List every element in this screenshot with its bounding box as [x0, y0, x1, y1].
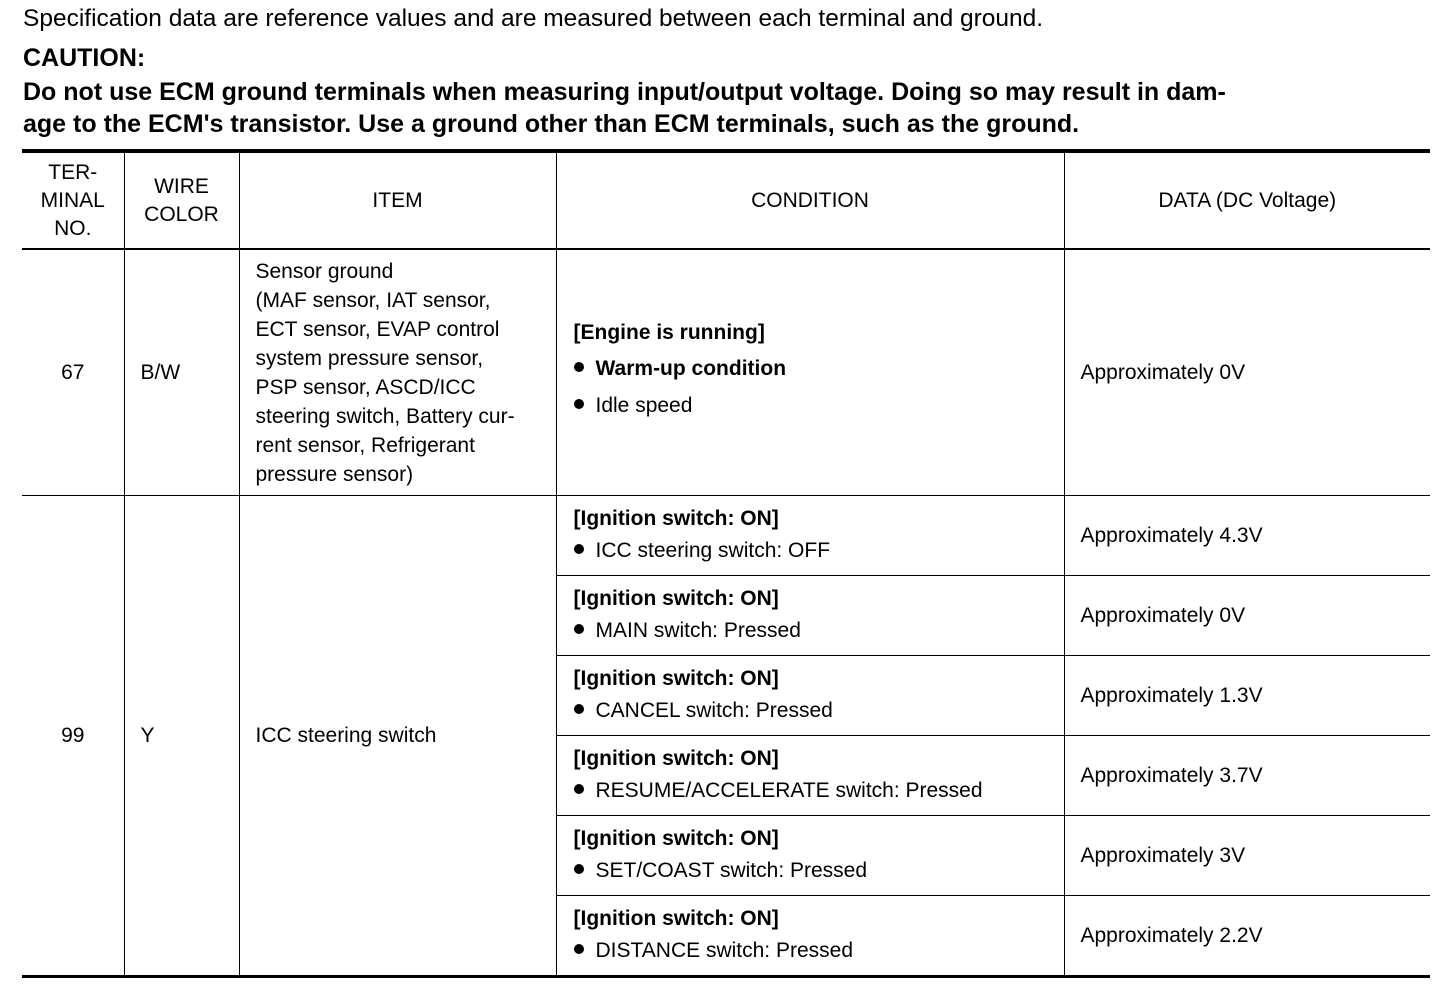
table-row — [22, 249, 1430, 496]
condition-heading: [Ignition switch: ON] — [573, 746, 779, 770]
bullet-icon — [574, 624, 584, 634]
condition-text: Idle speed — [595, 393, 693, 417]
spec-table — [22, 149, 1430, 978]
bullet-icon — [574, 784, 584, 794]
data-cell: Approximately 3.7V — [1064, 736, 1430, 816]
caution-text — [23, 76, 1433, 140]
caution-title: CAUTION: — [23, 44, 146, 72]
condition-cell — [556, 736, 1064, 816]
header-row — [22, 151, 1430, 249]
condition-heading: [Ignition switch: ON] — [573, 506, 779, 530]
bullet-icon — [574, 704, 584, 714]
bullet-icon — [574, 944, 584, 954]
condition-cell — [556, 896, 1064, 977]
condition-heading: [Ignition switch: ON] — [573, 906, 779, 930]
data-cell: Approximately 2.2V — [1064, 896, 1430, 977]
condition-heading: [Ignition switch: ON] — [573, 826, 779, 850]
condition-cell — [556, 656, 1064, 736]
item-cell: ICC steering switch — [239, 496, 556, 977]
bullet-icon — [574, 544, 584, 554]
data-cell: Approximately 4.3V — [1064, 496, 1430, 576]
caution-line: Do not use ECM ground terminals when measuring input/output voltage. Doing so may result in dam- — [23, 78, 1226, 106]
bullet-icon — [574, 399, 584, 409]
condition-text: DISTANCE switch: Pressed — [595, 938, 854, 962]
data-cell: Approximately 3V — [1064, 816, 1430, 896]
condition-cell — [556, 816, 1064, 896]
header-terminal: TER- MINAL NO. — [22, 151, 124, 249]
header-item: ITEM — [239, 151, 556, 249]
condition-text: CANCEL switch: Pressed — [595, 698, 833, 722]
condition-text: Warm-up condition — [595, 356, 787, 380]
wire-color-cell: Y — [124, 496, 239, 977]
header-condition: CONDITION — [556, 151, 1064, 249]
data-cell: Approximately 1.3V — [1064, 656, 1430, 736]
condition-heading: [Engine is running] — [573, 320, 765, 344]
caution-line: age to the ECM's transistor. Use a ground other than ECM terminals, such as the ground. — [23, 110, 1080, 138]
intro-text: Specification data are reference values and are measured between each terminal and ground. — [23, 5, 1044, 32]
bullet-icon — [574, 362, 584, 372]
wire-color-cell: B/W — [124, 249, 239, 496]
data-cell: Approximately 0V — [1064, 249, 1430, 496]
condition-heading: [Ignition switch: ON] — [573, 586, 779, 610]
condition-cell — [556, 249, 1064, 496]
condition-text: SET/COAST switch: Pressed — [595, 858, 868, 882]
header-wire-color: WIRE COLOR — [124, 151, 239, 249]
condition-text: RESUME/ACCELERATE switch: Pressed — [595, 778, 983, 802]
header-data: DATA (DC Voltage) — [1064, 151, 1430, 249]
data-cell: Approximately 0V — [1064, 576, 1430, 656]
condition-cell — [556, 576, 1064, 656]
table-row — [22, 496, 1430, 576]
condition-text: ICC steering switch: OFF — [595, 538, 831, 562]
condition-heading: [Ignition switch: ON] — [573, 666, 779, 690]
condition-text: MAIN switch: Pressed — [595, 618, 801, 642]
bullet-icon — [574, 864, 584, 874]
terminal-cell: 67 — [22, 249, 124, 496]
terminal-cell: 99 — [22, 496, 124, 977]
item-cell: Sensor ground (MAF sensor, IAT sensor, ECT sensor, EVAP control system pressure sensor, PSP sensor, ASCD/ICC steering switch, Battery cur- rent sensor, Refrigerant pressure sensor) — [239, 249, 556, 496]
condition-cell — [556, 496, 1064, 576]
